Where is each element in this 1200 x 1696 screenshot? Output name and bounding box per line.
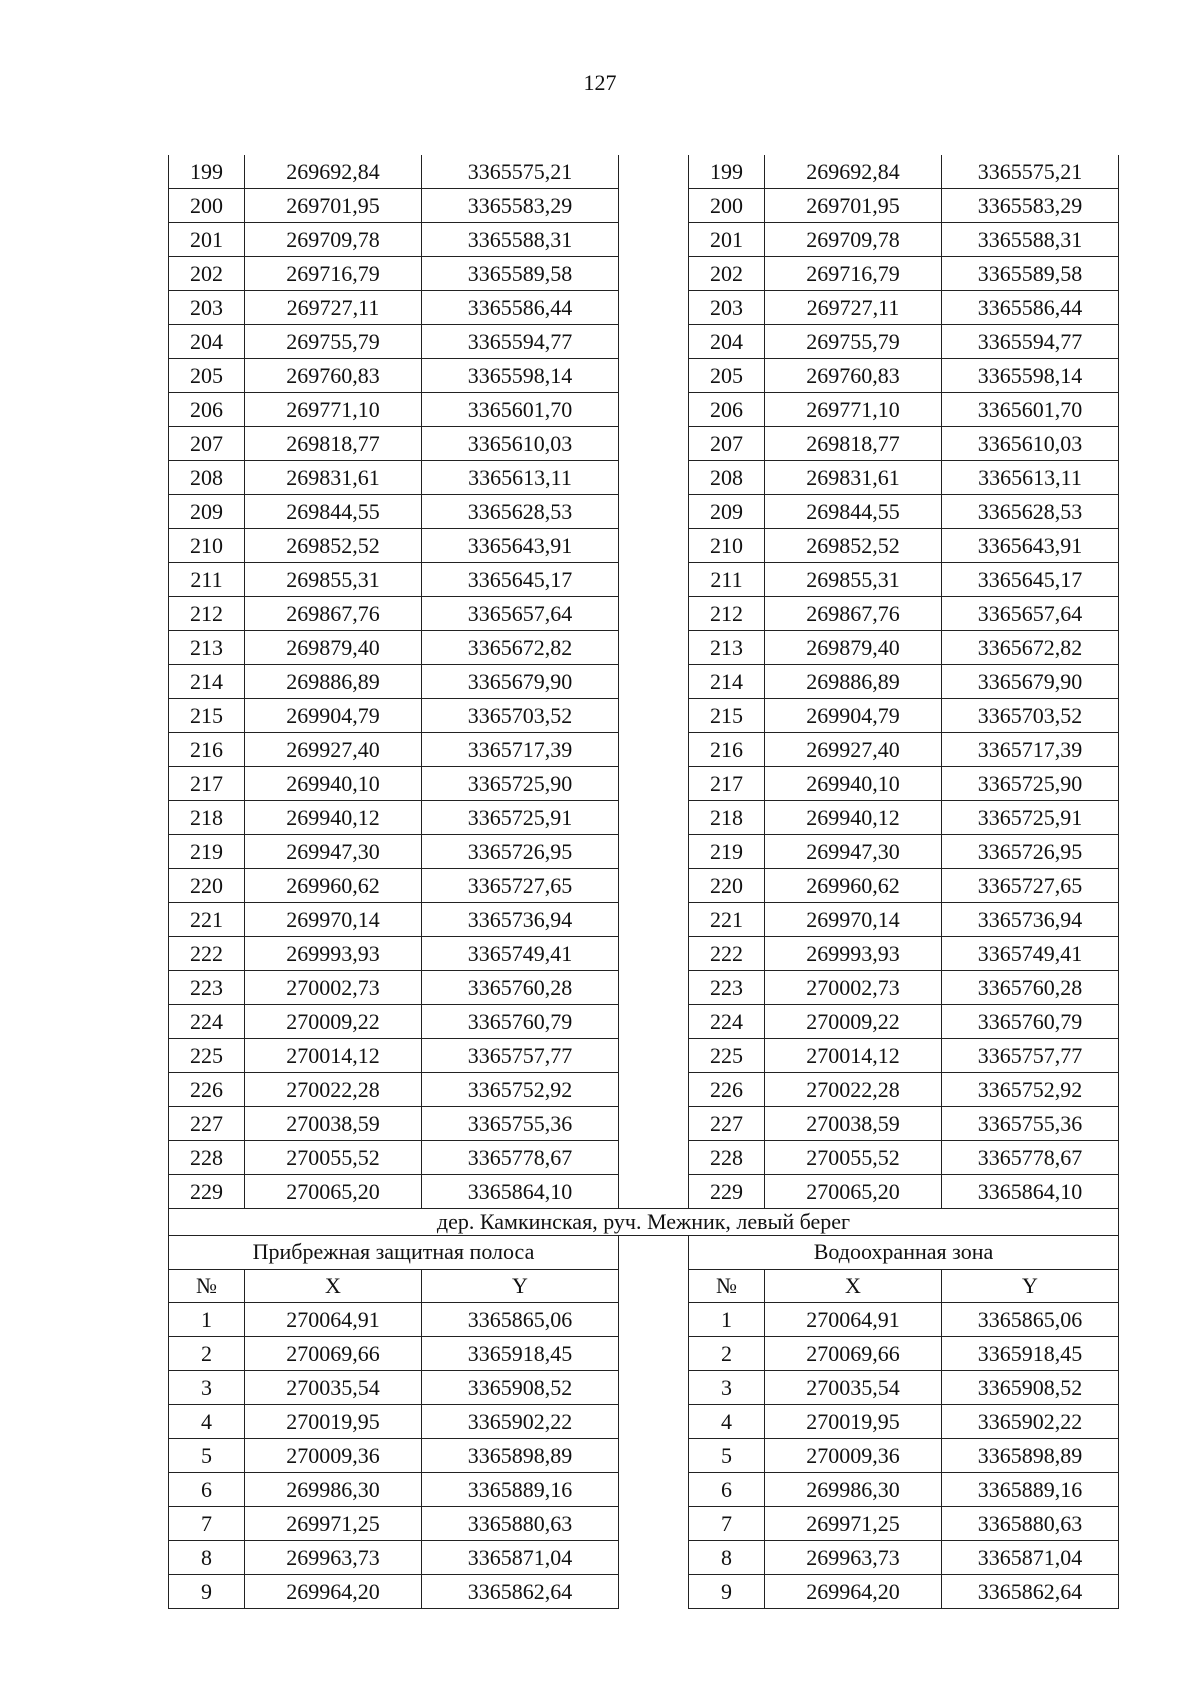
- left-point-number: 212: [169, 597, 245, 631]
- right-point-number: 9: [689, 1574, 765, 1608]
- right-x-coordinate: 269970,14: [765, 903, 942, 937]
- left-y-coordinate: 3365717,39: [422, 733, 619, 767]
- right-x-coordinate: 269701,95: [765, 189, 942, 223]
- right-point-number: 215: [689, 699, 765, 733]
- left-y-coordinate: 3365889,16: [422, 1472, 619, 1506]
- right-point-number: 229: [689, 1175, 765, 1209]
- right-col-header-y: Y: [942, 1269, 1119, 1302]
- right-y-coordinate: 3365871,04: [942, 1540, 1119, 1574]
- left-x-coordinate: 269771,10: [245, 393, 422, 427]
- right-point-number: 226: [689, 1073, 765, 1107]
- right-y-coordinate: 3365575,21: [942, 155, 1119, 189]
- section-header: [169, 1209, 1119, 1303]
- right-y-coordinate: 3365657,64: [942, 597, 1119, 631]
- left-x-coordinate: 270022,28: [245, 1073, 422, 1107]
- table-row: [169, 1107, 1119, 1141]
- right-point-number: 219: [689, 835, 765, 869]
- left-y-coordinate: 3365757,77: [422, 1039, 619, 1073]
- left-point-number: 199: [169, 155, 245, 189]
- right-point-number: 212: [689, 597, 765, 631]
- left-point-number: 219: [169, 835, 245, 869]
- left-x-coordinate: 270014,12: [245, 1039, 422, 1073]
- right-point-number: 216: [689, 733, 765, 767]
- table-row: [169, 1336, 1119, 1370]
- left-point-number: 223: [169, 971, 245, 1005]
- left-x-coordinate: 269886,89: [245, 665, 422, 699]
- left-point-number: 206: [169, 393, 245, 427]
- left-point-number: 214: [169, 665, 245, 699]
- left-x-coordinate: 269692,84: [245, 155, 422, 189]
- right-x-coordinate: 270019,95: [765, 1404, 942, 1438]
- table-row: [169, 189, 1119, 223]
- right-x-coordinate: 269904,79: [765, 699, 942, 733]
- table-row: [169, 835, 1119, 869]
- right-point-number: 201: [689, 223, 765, 257]
- right-x-coordinate: 270038,59: [765, 1107, 942, 1141]
- left-y-coordinate: 3365628,53: [422, 495, 619, 529]
- right-x-coordinate: 270055,52: [765, 1141, 942, 1175]
- right-y-coordinate: 3365898,89: [942, 1438, 1119, 1472]
- left-x-coordinate: 269831,61: [245, 461, 422, 495]
- left-point-number: 200: [169, 189, 245, 223]
- left-y-coordinate: 3365908,52: [422, 1370, 619, 1404]
- right-x-coordinate: 269855,31: [765, 563, 942, 597]
- right-y-coordinate: 3365610,03: [942, 427, 1119, 461]
- right-point-number: 223: [689, 971, 765, 1005]
- left-x-coordinate: 270009,22: [245, 1005, 422, 1039]
- right-x-coordinate: 269879,40: [765, 631, 942, 665]
- left-point-number: 213: [169, 631, 245, 665]
- right-y-coordinate: 3365717,39: [942, 733, 1119, 767]
- left-point-number: 220: [169, 869, 245, 903]
- table-row: [169, 1141, 1119, 1175]
- right-x-coordinate: 269727,11: [765, 291, 942, 325]
- right-point-number: 199: [689, 155, 765, 189]
- table-row: [169, 257, 1119, 291]
- page-number: 127: [583, 70, 617, 95]
- right-x-coordinate: 270035,54: [765, 1370, 942, 1404]
- left-x-coordinate: 270019,95: [245, 1404, 422, 1438]
- left-x-coordinate: 269971,25: [245, 1506, 422, 1540]
- left-point-number: 1: [169, 1302, 245, 1336]
- right-y-coordinate: 3365727,65: [942, 869, 1119, 903]
- right-x-coordinate: 269886,89: [765, 665, 942, 699]
- left-y-coordinate: 3365588,31: [422, 223, 619, 257]
- right-point-number: 222: [689, 937, 765, 971]
- left-x-coordinate: 269904,79: [245, 699, 422, 733]
- right-subtitle: Водоохранная зона: [689, 1236, 1119, 1270]
- left-x-coordinate: 269927,40: [245, 733, 422, 767]
- table-row: [169, 733, 1119, 767]
- table-row: [169, 665, 1119, 699]
- left-y-coordinate: 3365749,41: [422, 937, 619, 971]
- left-x-coordinate: 269855,31: [245, 563, 422, 597]
- right-x-coordinate: 269709,78: [765, 223, 942, 257]
- left-y-coordinate: 3365645,17: [422, 563, 619, 597]
- right-y-coordinate: 3365726,95: [942, 835, 1119, 869]
- right-point-number: 213: [689, 631, 765, 665]
- right-point-number: 225: [689, 1039, 765, 1073]
- left-y-coordinate: 3365871,04: [422, 1540, 619, 1574]
- left-x-coordinate: 270009,36: [245, 1438, 422, 1472]
- left-x-coordinate: 270065,20: [245, 1175, 422, 1209]
- right-y-coordinate: 3365760,28: [942, 971, 1119, 1005]
- table-row: [169, 427, 1119, 461]
- left-point-number: 205: [169, 359, 245, 393]
- table-row: [169, 325, 1119, 359]
- right-point-number: 224: [689, 1005, 765, 1039]
- right-y-coordinate: 3365757,77: [942, 1039, 1119, 1073]
- right-point-number: 203: [689, 291, 765, 325]
- left-y-coordinate: 3365918,45: [422, 1336, 619, 1370]
- table-row: [169, 563, 1119, 597]
- right-x-coordinate: 270009,22: [765, 1005, 942, 1039]
- right-point-number: 4: [689, 1404, 765, 1438]
- left-x-coordinate: 269993,93: [245, 937, 422, 971]
- left-y-coordinate: 3365589,58: [422, 257, 619, 291]
- table-row: [169, 937, 1119, 971]
- coordinates-table: [168, 155, 1119, 1609]
- right-y-coordinate: 3365889,16: [942, 1472, 1119, 1506]
- column-header-row: [169, 1269, 1119, 1302]
- table-body-continued: [169, 155, 1119, 1209]
- left-point-number: 4: [169, 1404, 245, 1438]
- left-x-coordinate: 269701,95: [245, 189, 422, 223]
- right-x-coordinate: 270002,73: [765, 971, 942, 1005]
- right-point-number: 220: [689, 869, 765, 903]
- left-y-coordinate: 3365610,03: [422, 427, 619, 461]
- right-y-coordinate: 3365586,44: [942, 291, 1119, 325]
- right-x-coordinate: 269716,79: [765, 257, 942, 291]
- right-point-number: 208: [689, 461, 765, 495]
- left-point-number: 207: [169, 427, 245, 461]
- left-point-number: 202: [169, 257, 245, 291]
- table-row: [169, 1404, 1119, 1438]
- left-y-coordinate: 3365864,10: [422, 1175, 619, 1209]
- left-y-coordinate: 3365672,82: [422, 631, 619, 665]
- left-x-coordinate: 269867,76: [245, 597, 422, 631]
- left-y-coordinate: 3365778,67: [422, 1141, 619, 1175]
- left-point-number: 225: [169, 1039, 245, 1073]
- right-y-coordinate: 3365589,58: [942, 257, 1119, 291]
- left-y-coordinate: 3365727,65: [422, 869, 619, 903]
- table-row: [169, 495, 1119, 529]
- right-y-coordinate: 3365755,36: [942, 1107, 1119, 1141]
- left-point-number: 211: [169, 563, 245, 597]
- right-y-coordinate: 3365613,11: [942, 461, 1119, 495]
- left-y-coordinate: 3365601,70: [422, 393, 619, 427]
- right-x-coordinate: 269963,73: [765, 1540, 942, 1574]
- right-point-number: 205: [689, 359, 765, 393]
- left-x-coordinate: 269727,11: [245, 291, 422, 325]
- right-col-header-number: №: [689, 1269, 765, 1302]
- right-point-number: 202: [689, 257, 765, 291]
- right-y-coordinate: 3365865,06: [942, 1302, 1119, 1336]
- left-point-number: 218: [169, 801, 245, 835]
- right-y-coordinate: 3365725,90: [942, 767, 1119, 801]
- right-y-coordinate: 3365598,14: [942, 359, 1119, 393]
- left-x-coordinate: 270055,52: [245, 1141, 422, 1175]
- left-point-number: 203: [169, 291, 245, 325]
- left-x-coordinate: 269879,40: [245, 631, 422, 665]
- right-x-coordinate: 269960,62: [765, 869, 942, 903]
- right-y-coordinate: 3365902,22: [942, 1404, 1119, 1438]
- left-x-coordinate: 270002,73: [245, 971, 422, 1005]
- right-y-coordinate: 3365760,79: [942, 1005, 1119, 1039]
- table-row: [169, 971, 1119, 1005]
- right-point-number: 214: [689, 665, 765, 699]
- right-y-coordinate: 3365880,63: [942, 1506, 1119, 1540]
- left-x-coordinate: 269964,20: [245, 1574, 422, 1608]
- left-point-number: 224: [169, 1005, 245, 1039]
- left-x-coordinate: 269947,30: [245, 835, 422, 869]
- section-title: дер. Камкинская, руч. Межник, левый берег: [169, 1209, 1119, 1236]
- left-x-coordinate: 270069,66: [245, 1336, 422, 1370]
- right-point-number: 206: [689, 393, 765, 427]
- left-y-coordinate: 3365679,90: [422, 665, 619, 699]
- left-point-number: 216: [169, 733, 245, 767]
- left-y-coordinate: 3365725,90: [422, 767, 619, 801]
- right-y-coordinate: 3365778,67: [942, 1141, 1119, 1175]
- left-x-coordinate: 269960,62: [245, 869, 422, 903]
- left-x-coordinate: 269716,79: [245, 257, 422, 291]
- left-point-number: 5: [169, 1438, 245, 1472]
- right-y-coordinate: 3365752,92: [942, 1073, 1119, 1107]
- left-y-coordinate: 3365760,79: [422, 1005, 619, 1039]
- table-row: [169, 461, 1119, 495]
- right-x-coordinate: 270009,36: [765, 1438, 942, 1472]
- right-y-coordinate: 3365725,91: [942, 801, 1119, 835]
- left-y-coordinate: 3365726,95: [422, 835, 619, 869]
- right-x-coordinate: 269755,79: [765, 325, 942, 359]
- left-point-number: 228: [169, 1141, 245, 1175]
- right-point-number: 200: [689, 189, 765, 223]
- left-y-coordinate: 3365613,11: [422, 461, 619, 495]
- coordinates-document: [168, 155, 1118, 1609]
- table-row: [169, 631, 1119, 665]
- table-row: [169, 1506, 1119, 1540]
- right-x-coordinate: 270064,91: [765, 1302, 942, 1336]
- right-x-coordinate: 269971,25: [765, 1506, 942, 1540]
- left-point-number: 215: [169, 699, 245, 733]
- left-col-header-number: №: [169, 1269, 245, 1302]
- right-point-number: 1: [689, 1302, 765, 1336]
- left-x-coordinate: 269844,55: [245, 495, 422, 529]
- right-y-coordinate: 3365583,29: [942, 189, 1119, 223]
- left-x-coordinate: 269818,77: [245, 427, 422, 461]
- left-point-number: 210: [169, 529, 245, 563]
- left-y-coordinate: 3365862,64: [422, 1574, 619, 1608]
- table-row: [169, 1370, 1119, 1404]
- left-point-number: 204: [169, 325, 245, 359]
- left-point-number: 7: [169, 1506, 245, 1540]
- right-x-coordinate: 269927,40: [765, 733, 942, 767]
- table-row: [169, 1302, 1119, 1336]
- right-y-coordinate: 3365588,31: [942, 223, 1119, 257]
- right-y-coordinate: 3365594,77: [942, 325, 1119, 359]
- right-y-coordinate: 3365908,52: [942, 1370, 1119, 1404]
- right-point-number: 8: [689, 1540, 765, 1574]
- right-point-number: 209: [689, 495, 765, 529]
- right-point-number: 207: [689, 427, 765, 461]
- right-point-number: 204: [689, 325, 765, 359]
- right-point-number: 2: [689, 1336, 765, 1370]
- left-x-coordinate: 269970,14: [245, 903, 422, 937]
- left-y-coordinate: 3365575,21: [422, 155, 619, 189]
- right-x-coordinate: 269947,30: [765, 835, 942, 869]
- left-y-coordinate: 3365752,92: [422, 1073, 619, 1107]
- table-row: [169, 801, 1119, 835]
- left-point-number: 221: [169, 903, 245, 937]
- left-x-coordinate: 269940,10: [245, 767, 422, 801]
- left-point-number: 3: [169, 1370, 245, 1404]
- right-x-coordinate: 269692,84: [765, 155, 942, 189]
- left-point-number: 208: [169, 461, 245, 495]
- table-row: [169, 767, 1119, 801]
- right-point-number: 7: [689, 1506, 765, 1540]
- table-row: [169, 359, 1119, 393]
- left-y-coordinate: 3365586,44: [422, 291, 619, 325]
- left-x-coordinate: 269709,78: [245, 223, 422, 257]
- left-x-coordinate: 269940,12: [245, 801, 422, 835]
- right-y-coordinate: 3365672,82: [942, 631, 1119, 665]
- left-y-coordinate: 3365583,29: [422, 189, 619, 223]
- table-row: [169, 1574, 1119, 1608]
- table-row: [169, 597, 1119, 631]
- table-row: [169, 291, 1119, 325]
- right-col-header-x: X: [765, 1269, 942, 1302]
- right-y-coordinate: 3365736,94: [942, 903, 1119, 937]
- left-col-header-y: Y: [422, 1269, 619, 1302]
- left-y-coordinate: 3365725,91: [422, 801, 619, 835]
- left-y-coordinate: 3365598,14: [422, 359, 619, 393]
- right-x-coordinate: 269818,77: [765, 427, 942, 461]
- right-x-coordinate: 270069,66: [765, 1336, 942, 1370]
- left-y-coordinate: 3365898,89: [422, 1438, 619, 1472]
- left-subtitle: Прибрежная защитная полоса: [169, 1236, 619, 1270]
- right-y-coordinate: 3365864,10: [942, 1175, 1119, 1209]
- right-x-coordinate: 269844,55: [765, 495, 942, 529]
- right-x-coordinate: 269964,20: [765, 1574, 942, 1608]
- right-y-coordinate: 3365645,17: [942, 563, 1119, 597]
- left-y-coordinate: 3365902,22: [422, 1404, 619, 1438]
- right-point-number: 218: [689, 801, 765, 835]
- left-y-coordinate: 3365880,63: [422, 1506, 619, 1540]
- right-x-coordinate: 270065,20: [765, 1175, 942, 1209]
- table-row: [169, 699, 1119, 733]
- table-row: [169, 393, 1119, 427]
- table-row: [169, 1175, 1119, 1209]
- left-x-coordinate: 269986,30: [245, 1472, 422, 1506]
- table-row: [169, 1472, 1119, 1506]
- table-row: [169, 155, 1119, 189]
- right-x-coordinate: 269867,76: [765, 597, 942, 631]
- right-point-number: 227: [689, 1107, 765, 1141]
- table-row: [169, 869, 1119, 903]
- right-x-coordinate: 269760,83: [765, 359, 942, 393]
- left-point-number: 222: [169, 937, 245, 971]
- left-point-number: 226: [169, 1073, 245, 1107]
- left-y-coordinate: 3365755,36: [422, 1107, 619, 1141]
- left-y-coordinate: 3365736,94: [422, 903, 619, 937]
- right-y-coordinate: 3365862,64: [942, 1574, 1119, 1608]
- left-y-coordinate: 3365657,64: [422, 597, 619, 631]
- left-point-number: 6: [169, 1472, 245, 1506]
- table-row: [169, 529, 1119, 563]
- right-x-coordinate: 269771,10: [765, 393, 942, 427]
- right-x-coordinate: 270022,28: [765, 1073, 942, 1107]
- right-x-coordinate: 270014,12: [765, 1039, 942, 1073]
- left-x-coordinate: 269963,73: [245, 1540, 422, 1574]
- right-point-number: 5: [689, 1438, 765, 1472]
- right-y-coordinate: 3365703,52: [942, 699, 1119, 733]
- left-point-number: 9: [169, 1574, 245, 1608]
- right-point-number: 217: [689, 767, 765, 801]
- left-point-number: 229: [169, 1175, 245, 1209]
- right-point-number: 6: [689, 1472, 765, 1506]
- right-y-coordinate: 3365918,45: [942, 1336, 1119, 1370]
- right-x-coordinate: 269831,61: [765, 461, 942, 495]
- right-y-coordinate: 3365749,41: [942, 937, 1119, 971]
- left-point-number: 217: [169, 767, 245, 801]
- left-point-number: 201: [169, 223, 245, 257]
- left-point-number: 2: [169, 1336, 245, 1370]
- left-point-number: 8: [169, 1540, 245, 1574]
- left-y-coordinate: 3365594,77: [422, 325, 619, 359]
- right-x-coordinate: 269993,93: [765, 937, 942, 971]
- right-y-coordinate: 3365628,53: [942, 495, 1119, 529]
- table-row: [169, 1438, 1119, 1472]
- table-body-new-section: [169, 1302, 1119, 1608]
- right-x-coordinate: 269940,10: [765, 767, 942, 801]
- right-y-coordinate: 3365601,70: [942, 393, 1119, 427]
- right-point-number: 228: [689, 1141, 765, 1175]
- left-y-coordinate: 3365760,28: [422, 971, 619, 1005]
- left-x-coordinate: 270038,59: [245, 1107, 422, 1141]
- left-y-coordinate: 3365865,06: [422, 1302, 619, 1336]
- right-x-coordinate: 269940,12: [765, 801, 942, 835]
- right-point-number: 3: [689, 1370, 765, 1404]
- left-x-coordinate: 269852,52: [245, 529, 422, 563]
- right-point-number: 210: [689, 529, 765, 563]
- right-x-coordinate: 269986,30: [765, 1472, 942, 1506]
- right-y-coordinate: 3365679,90: [942, 665, 1119, 699]
- left-col-header-x: X: [245, 1269, 422, 1302]
- left-x-coordinate: 269755,79: [245, 325, 422, 359]
- right-x-coordinate: 269852,52: [765, 529, 942, 563]
- table-row: [169, 1005, 1119, 1039]
- right-point-number: 211: [689, 563, 765, 597]
- left-point-number: 227: [169, 1107, 245, 1141]
- table-row: [169, 903, 1119, 937]
- left-point-number: 209: [169, 495, 245, 529]
- left-y-coordinate: 3365643,91: [422, 529, 619, 563]
- left-x-coordinate: 270064,91: [245, 1302, 422, 1336]
- right-y-coordinate: 3365643,91: [942, 529, 1119, 563]
- left-x-coordinate: 270035,54: [245, 1370, 422, 1404]
- left-x-coordinate: 269760,83: [245, 359, 422, 393]
- table-row: [169, 1540, 1119, 1574]
- table-row: [169, 1039, 1119, 1073]
- left-y-coordinate: 3365703,52: [422, 699, 619, 733]
- table-row: [169, 223, 1119, 257]
- right-point-number: 221: [689, 903, 765, 937]
- table-row: [169, 1073, 1119, 1107]
